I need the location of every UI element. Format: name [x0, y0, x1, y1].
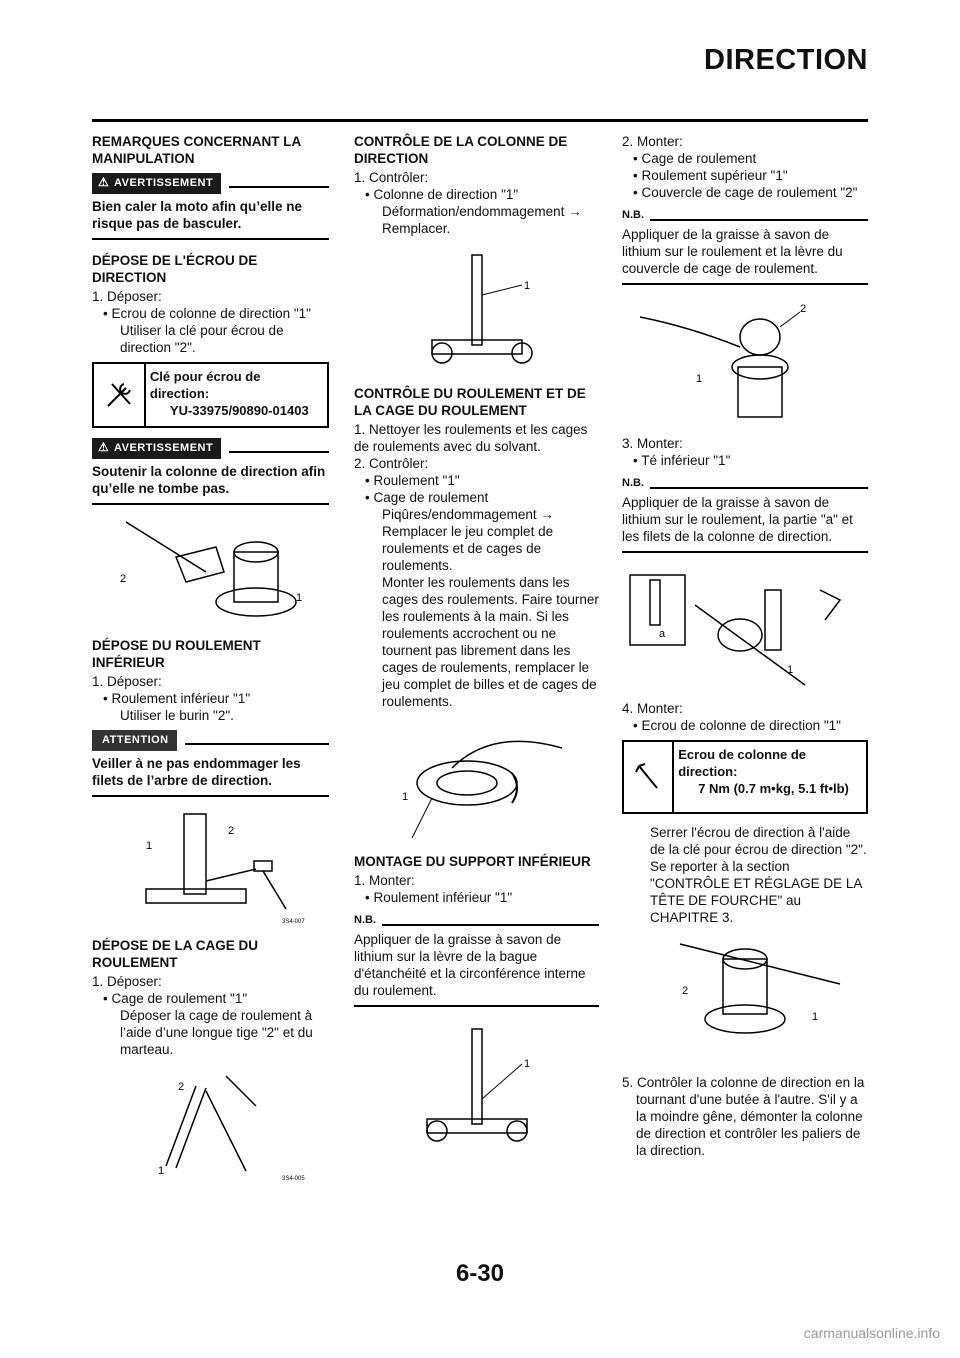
step: 2. Contrôler:: [354, 456, 429, 471]
section-title: CONTRÔLE DU ROULEMENT ET DE LA CAGE DU ROULEMENT: [354, 386, 586, 418]
note: Serrer l'écrou de direction à l'aide de la clé pour écrou de direction "2".: [650, 825, 867, 857]
note: Déformation/endommagement → Remplacer.: [382, 204, 582, 236]
warning-text: Bien caler la moto afin qu’elle ne risque pas de basculer.: [92, 199, 303, 231]
step: 1. Nettoyer les roulements et les cages de roulements avec du solvant.: [354, 422, 588, 454]
column-1: [92, 133, 329, 1194]
callout-label: 1: [401, 791, 408, 803]
torque-label: Ecrou de colonne de direction:: [678, 747, 807, 779]
torque-box: [622, 740, 868, 814]
step: 1. Déposer:: [92, 289, 162, 304]
bullet-item: • Cage de roulement "1": [103, 991, 248, 1006]
nb-text: Appliquer de la graisse à savon de lithium sur le roulement et la lèvre du couvercle de cage de roulement.: [622, 227, 843, 276]
lower-bracket-figure: [372, 1019, 582, 1149]
note: Se reporter à la section "CONTRÔLE ET RÉGLAGE DE LA TÊTE DE FOURCHE" au CHAPITRE 3.: [650, 859, 862, 925]
section-title: REMARQUES CONCERNANT LA MANIPULATION: [92, 134, 301, 166]
warning-icon: ⚠: [98, 440, 110, 454]
warning-header: [92, 173, 329, 194]
section-title: DÉPOSE DE L'ÉCROU DE DIRECTION: [92, 253, 258, 285]
warning-line: [229, 186, 329, 188]
bullet-item: • Roulement supérieur "1": [633, 168, 788, 183]
step: 1. Déposer:: [92, 674, 162, 689]
page-title: DIRECTION: [704, 44, 868, 76]
divider: [622, 283, 868, 285]
step: 1. Monter:: [354, 873, 415, 888]
tool-code: YU-33975/90890-01403: [169, 403, 309, 418]
callout-label: 1: [696, 373, 703, 385]
nb-header: N.B.: [622, 207, 868, 224]
bullet-item: • Roulement inférieur "1": [365, 890, 513, 905]
nb-text: Appliquer de la graisse à savon de lithium sur le roulement, la partie "a" et les filets de la colonne de direction.: [622, 495, 853, 544]
bearing-race-figure: [106, 1066, 316, 1184]
nb-text: Appliquer de la graisse à savon de lithium sur la lèvre de la bague d'étanchéité et la circonférence interne du roulement.: [354, 932, 586, 998]
step: 1. Déposer:: [92, 974, 162, 989]
divider: [92, 795, 329, 797]
divider: [92, 503, 329, 505]
callout-label: 1: [145, 840, 152, 852]
callout-label: 1: [523, 1058, 530, 1070]
figure-code: 3S4-005: [281, 1176, 305, 1182]
warning-line: [229, 451, 329, 453]
header-rule: [92, 119, 868, 122]
callout-label: 2: [682, 985, 689, 997]
step: 3. Monter:: [622, 436, 683, 451]
steering-nut-install-figure: [640, 934, 850, 1064]
callout-label: 2: [119, 573, 126, 585]
bullet-item: • Ecrou de colonne de direction "1": [633, 718, 841, 733]
lower-triple-clamp-figure: [625, 565, 865, 690]
torque-value: 7 Nm (0.7 m•kg, 5.1 ft•lb): [698, 781, 849, 796]
torque-wrench-icon: [624, 742, 674, 812]
bearing-check-figure: [372, 718, 582, 843]
warning-badge: ⚠ AVERTISSEMENT: [92, 438, 221, 459]
column-3: [622, 133, 868, 1159]
nb-header: N.B.: [622, 475, 868, 492]
bullet-item: • Té inférieur "1": [633, 453, 731, 468]
note: Monter les roulements dans les cages des roulements. Faire tourner les roulements à la main. Si les roulements accrochent ou ne tournent pas librement dans les cages de roulements, remplacer le jeu complet de billes et de cages de roulements.: [382, 575, 599, 709]
wrench-icon: [94, 364, 146, 426]
callout-label: 1: [812, 1011, 819, 1023]
steering-column-figure: [372, 245, 582, 375]
note: Déposer la cage de roulement à l’aide d’une longue tige "2" et du marteau.: [120, 1008, 313, 1057]
warning-header: [92, 438, 329, 459]
section-title: DÉPOSE DE LA CAGE DU ROULEMENT: [92, 938, 259, 970]
figure-code: 3S4-007: [281, 919, 305, 925]
callout-label: 1: [523, 280, 530, 292]
tool-label: Clé pour écrou de direction:: [149, 369, 261, 401]
step: 5. Contrôler la colonne de direction en la tournant d'une butée à l'autre. S'il y a la moindre gêne, démonter la colonne de direction et contrôler les paliers de la direction.: [622, 1075, 865, 1158]
steering-nut-figure: [106, 517, 316, 627]
callout-label: a: [659, 628, 666, 640]
bullet-item: • Ecrou de colonne de direction "1": [103, 306, 311, 321]
attention-badge: ATTENTION: [92, 730, 177, 751]
callout-label: 1: [295, 592, 302, 604]
warning-text: Soutenir la colonne de direction afin qu’elle ne tombe pas.: [92, 464, 326, 496]
section-title: CONTRÔLE DE LA COLONNE DE DIRECTION: [354, 134, 568, 166]
bullet-item: • Roulement inférieur "1": [103, 691, 251, 706]
attention-text: Veiller à ne pas endommager les filets de l’arbre de direction.: [92, 756, 301, 788]
attention-line: [185, 743, 329, 745]
step: 4. Monter:: [622, 701, 683, 716]
bullet-item: • Cage de roulement: [633, 151, 757, 166]
note: Piqûres/endommagement → Remplacer le jeu complet de roulements et de cages de roulements.: [382, 507, 554, 573]
warning-badge: ⚠ AVERTISSEMENT: [92, 173, 221, 194]
callout-label: 1: [157, 1165, 164, 1177]
bullet-item: • Colonne de direction "1": [365, 187, 519, 202]
step: 2. Monter:: [622, 134, 683, 149]
divider: [622, 551, 868, 553]
bullet-item: • Cage de roulement: [365, 490, 489, 505]
watermark: carmanualsonline.info: [803, 1325, 940, 1341]
attention-header: [92, 730, 329, 751]
section-title: MONTAGE DU SUPPORT INFÉRIEUR: [354, 854, 591, 869]
callout-label: 1: [787, 664, 794, 676]
upper-bearing-figure: [630, 297, 860, 425]
bullet-item: • Couvercle de cage de roulement "2": [633, 185, 858, 200]
bullet-item: • Roulement "1": [365, 473, 460, 488]
warning-icon: ⚠: [98, 175, 110, 189]
page-number: 6-30: [455, 1260, 505, 1287]
callout-label: 2: [177, 1081, 184, 1093]
step: 1. Contrôler:: [354, 170, 429, 185]
nb-header: N.B.: [354, 912, 599, 929]
callout-label: 2: [800, 303, 807, 315]
tool-box: [92, 362, 329, 428]
section-title: DÉPOSE DU ROULEMENT INFÉRIEUR: [92, 638, 261, 670]
callout-label: 2: [227, 825, 234, 837]
lower-bearing-figure: [106, 809, 316, 927]
note: Utiliser le burin "2".: [120, 708, 234, 723]
column-2: [354, 133, 599, 1159]
divider: [92, 238, 329, 240]
note: Utiliser la clé pour écrou de direction "2".: [120, 323, 284, 355]
divider: [354, 1005, 599, 1007]
